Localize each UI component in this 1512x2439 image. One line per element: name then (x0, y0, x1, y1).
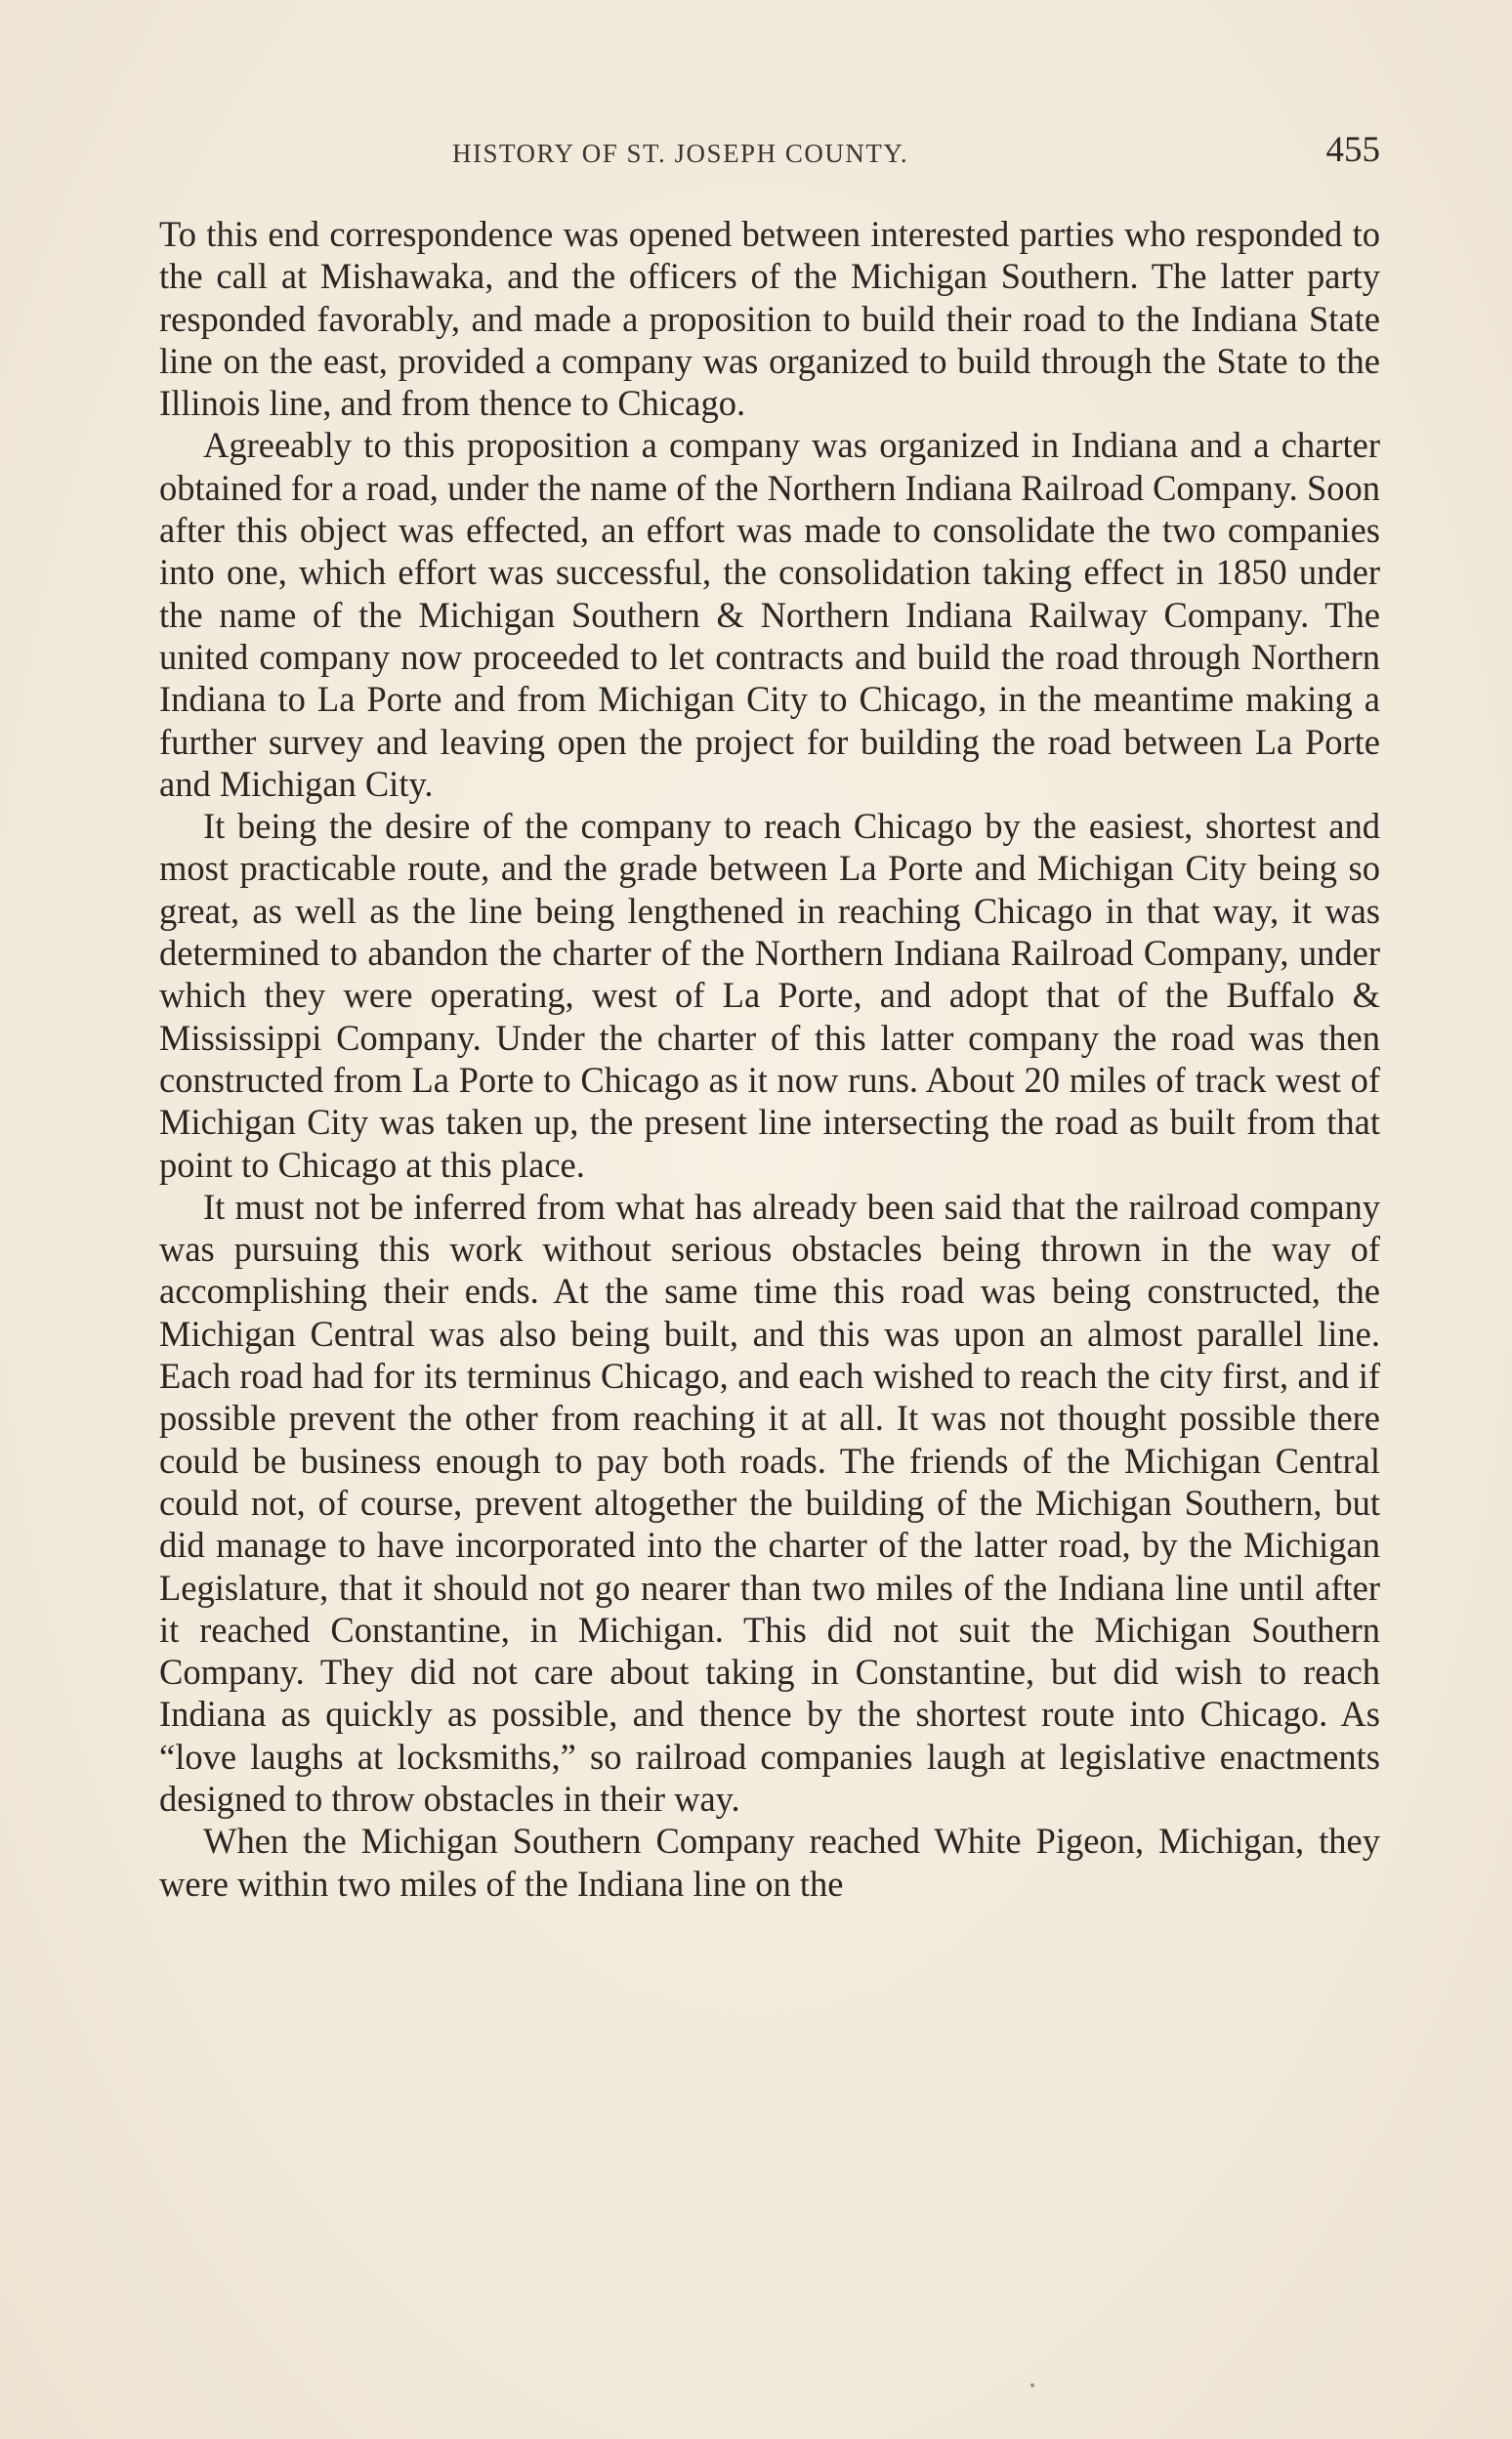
paragraph: When the Michigan Southern Company reached White Pigeon, Michigan, they were within two miles of the Indiana line on the (159, 1821, 1380, 1904)
paragraph: To this end correspondence was opened between interested parties who responded to the call at Mishawaka, and the officers of the Michigan Southern. The latter party responded favorably, and made a proposition to build their road to the Indiana State line on the east, provided a company was organized to build through the State to the Illinois line, and from thence to Chicago. (159, 214, 1380, 424)
paragraph: It being the desire of the company to reach Chicago by the easiest, shortest and most practicable route, and the grade between La Porte and Michigan City being so great, as well as the line being lengthened in reaching Chicago in that way, it was determined to abandon the charter of the Northern Indiana Railroad Company, under which they were operating, west of La Porte, and adopt that of the Buffalo & Mississippi Company. Under the charter of this latter company the road was then constructed from La Porte to Chicago as it now runs. About 20 miles of track west of Michigan City was taken up, the present line intersecting the road as built from that point to Chicago at this place. (159, 806, 1380, 1185)
page-header (159, 127, 1380, 186)
paragraph: It must not be inferred from what has already been said that the railroad company was pursuing this work without serious obstacles being thrown in the way of accomplishing their ends. At the same time this road was being constructed, the Michigan Central was also being built, and this was upon an almost parallel line. Each road had for its terminus Chicago, and each wished to reach the city first, and if possible prevent the other from reaching it at all. It was not thought possible there could be business enough to pay both roads. The friends of the Michigan Central could not, of course, prevent altogether the building of the Michigan Southern, but did manage to have incorporated into the charter of the latter road, by the Michigan Legislature, that it should not go nearer than two miles of the Indiana line until after it reached Constantine, in Michigan. This did not suit the Michigan Southern Company. They did not care about taking in Constantine, but did wish to reach Indiana as quickly as possible, and thence by the shortest route into Chicago. As “love laughs at locksmiths,” so railroad companies laugh at legislative enactments designed to throw obstacles in their way. (159, 1186, 1380, 1819)
running-title: HISTORY OF ST. JOSEPH COUNTY. (452, 139, 909, 168)
paragraph: Agreeably to this proposition a company was organized in Indiana and a charter obtained for a road, under the name of the Northern Indiana Railroad Company. Soon after this object was effected, an effort was made to consolidate the two companies into one, which effort was successful, the consolidation taking effect in 1850 under the name of the Michigan Southern & Northern Indiana Railway Company. The united company now proceeded to let contracts and build the road through Northern Indiana to La Porte and from Michigan City to Chicago, in the meantime making a further survey and leaving open the project for building the road between La Porte and Michigan City. (159, 425, 1380, 804)
page-number: 455 (1325, 130, 1380, 170)
body-text (159, 213, 1380, 1905)
paper-speck (1030, 2383, 1034, 2387)
